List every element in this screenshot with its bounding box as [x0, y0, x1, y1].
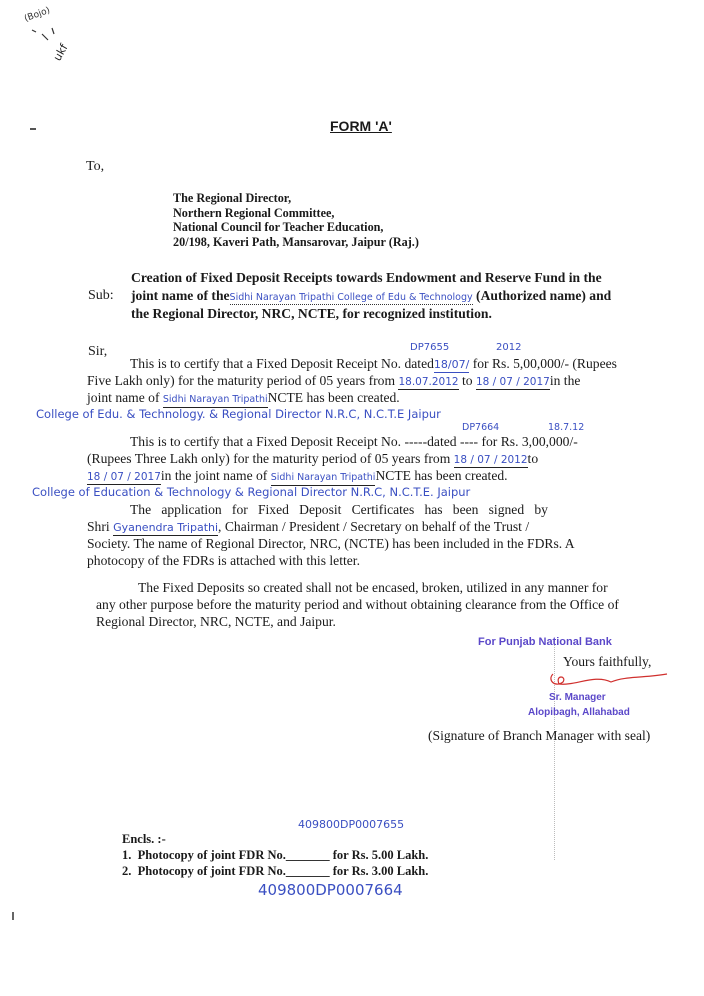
maturity-to-1-handwritten: 18 / 07 / 2017	[475, 376, 550, 388]
fdr-number-2-enclosure-handwritten: 409800DP0007664	[258, 881, 403, 899]
para1-text: to	[458, 373, 476, 388]
address-line: Northern Regional Committee,	[173, 205, 335, 220]
subject-suffix: (Authorized name) and	[476, 288, 612, 303]
fdr-number-1-enclosure-handwritten: 409800DP0007655	[298, 818, 405, 831]
para4-line-3: Regional Director, NRC, NCTE, and Jaipur.	[96, 614, 336, 629]
closing-text: Yours faithfully,	[563, 654, 652, 669]
para1-line-1	[130, 356, 617, 373]
enclosure-number: 2.	[122, 864, 132, 878]
form-title: FORM 'A'	[330, 118, 392, 134]
enclosure-number: 1.	[122, 848, 132, 862]
salutation-to: To,	[86, 159, 105, 174]
subject-prefix: joint name of the	[131, 288, 230, 303]
para3-line-1: The application for Fixed Deposit Certificates has been signed by	[130, 502, 548, 517]
margin-mark	[30, 128, 36, 130]
para2-text: This is to certify that a Fixed Deposit Receipt No.	[130, 434, 405, 449]
enclosure-text: Photocopy of joint FDR No.	[137, 864, 286, 878]
para3-text: Shri	[87, 519, 114, 534]
para4-line-2: any other purpose before the maturity period and without obtaining clearance from the Office of	[96, 597, 619, 612]
para2-text: for Rs. 3,00,000/-	[478, 434, 578, 449]
bank-seal-line-2: Sr. Manager	[549, 692, 606, 703]
para3-line-2	[87, 519, 529, 536]
blank-dashes: -----	[404, 434, 428, 449]
stamp-text: (Bojo)	[23, 5, 52, 25]
fdr-number-1-handwritten: DP7655	[410, 342, 450, 353]
enclosures-label: Encls. :-	[122, 832, 166, 846]
subject-line-1: Creation of Fixed Deposit Receipts towards Endowment and Reserve Fund in the	[131, 270, 602, 285]
para2-text: in the joint name of	[160, 468, 271, 483]
maturity-to-2-handwritten: 18 / 07 / 2017	[87, 471, 161, 483]
para1-text: in the	[549, 373, 581, 388]
para1-line-3	[87, 390, 400, 408]
para3-line-4: photocopy of the FDRs is attached with this letter.	[87, 553, 360, 568]
fdr-date-1-handwritten: 18/07/	[433, 358, 470, 371]
joint-name-1-handwritten: Sidhi Narayan Tripathi	[163, 393, 268, 408]
para3-text: , Chairman / President / Secretary on behalf of the Trust /	[218, 519, 530, 534]
address-block	[173, 191, 419, 249]
enclosure-item	[122, 863, 428, 879]
joint-name-2-continuation-handwritten: College of Education & Technology & Regional Director N.R.C, N.C.T.E. Jaipur	[32, 485, 471, 499]
subject-label: Sub:	[88, 288, 114, 303]
enclosure-amount: for Rs. 3.00 Lakh.	[329, 864, 429, 878]
signature-label: (Signature of Branch Manager with seal)	[428, 728, 651, 743]
para1-line-2	[87, 373, 580, 390]
address-line: National Council for Teacher Education,	[173, 220, 384, 234]
enclosure-blank: _______	[285, 848, 330, 862]
signatory-name-handwritten: Gyanendra Tripathi	[113, 521, 219, 534]
fdr-year-1-handwritten: 2012	[496, 342, 522, 353]
maturity-from-1-handwritten: 18.07.2012	[398, 376, 459, 388]
para3-line-3: Society. The name of Regional Director, NRC, (NCTE) has been included in the FDRs. A	[87, 536, 575, 551]
enclosure-amount: for Rs. 5.00 Lakh.	[329, 848, 429, 862]
salutation-sir: Sir,	[88, 344, 108, 359]
para2-line-3	[87, 468, 508, 486]
para2-text: dated	[427, 434, 460, 449]
fdr-date-2-handwritten: 18.7.12	[548, 422, 585, 433]
blank-dashes: ----	[459, 434, 479, 449]
subject-line-3: the Regional Director, NRC, NCTE, for recognized institution.	[131, 306, 492, 321]
para1-text: Five Lakh only) for the maturity period of 05 years from	[87, 373, 399, 388]
fdr-number-2-handwritten: DP7664	[462, 422, 500, 433]
stamp-initials: ukf	[50, 41, 71, 64]
para1-text: NCTE has been created.	[267, 390, 400, 405]
para4-line-1: The Fixed Deposits so created shall not be encased, broken, utilized in any manner for	[138, 580, 608, 595]
para1-text: for Rs. 5,00,000/- (Rupees	[469, 356, 617, 371]
bank-seal-line-3: Alopibagh, Allahabad	[528, 707, 630, 718]
para2-line-2	[87, 451, 538, 468]
corner-stamp	[22, 6, 82, 70]
para1-text: joint name of	[87, 390, 163, 405]
para2-line-1	[130, 434, 578, 450]
subject-line-2	[131, 288, 611, 305]
joint-name-2-handwritten: Sidhi Narayan Tripathi	[271, 471, 376, 486]
address-line: The Regional Director,	[173, 191, 292, 205]
enclosure-text: Photocopy of joint FDR No.	[137, 848, 286, 862]
signature-icon	[545, 672, 675, 690]
bank-seal-line-1: For Punjab National Bank	[478, 636, 612, 648]
joint-name-1-continuation-handwritten: College of Edu. & Technology. & Regional Director N.R.C, N.C.T.E Jaipur	[36, 407, 441, 421]
para1-text: This is to certify that a Fixed Deposit Receipt No. dated	[130, 356, 434, 371]
para2-text: to	[527, 451, 539, 466]
enclosure-item	[122, 847, 428, 863]
para2-text: NCTE has been created.	[375, 468, 508, 483]
enclosure-blank: _______	[285, 864, 330, 878]
authorized-name-handwritten: Sidhi Narayan Tripathi College of Edu & Technology	[229, 292, 473, 303]
para2-text: (Rupees Three Lakh only) for the maturity period of 05 years from	[87, 451, 454, 466]
margin-mark	[12, 912, 14, 920]
stamp-scribble-icon	[30, 26, 60, 46]
maturity-from-2-handwritten: 18 / 07 / 2012	[453, 454, 528, 466]
address-line: 20/198, Kaveri Path, Mansarovar, Jaipur (Raj.)	[173, 234, 419, 249]
